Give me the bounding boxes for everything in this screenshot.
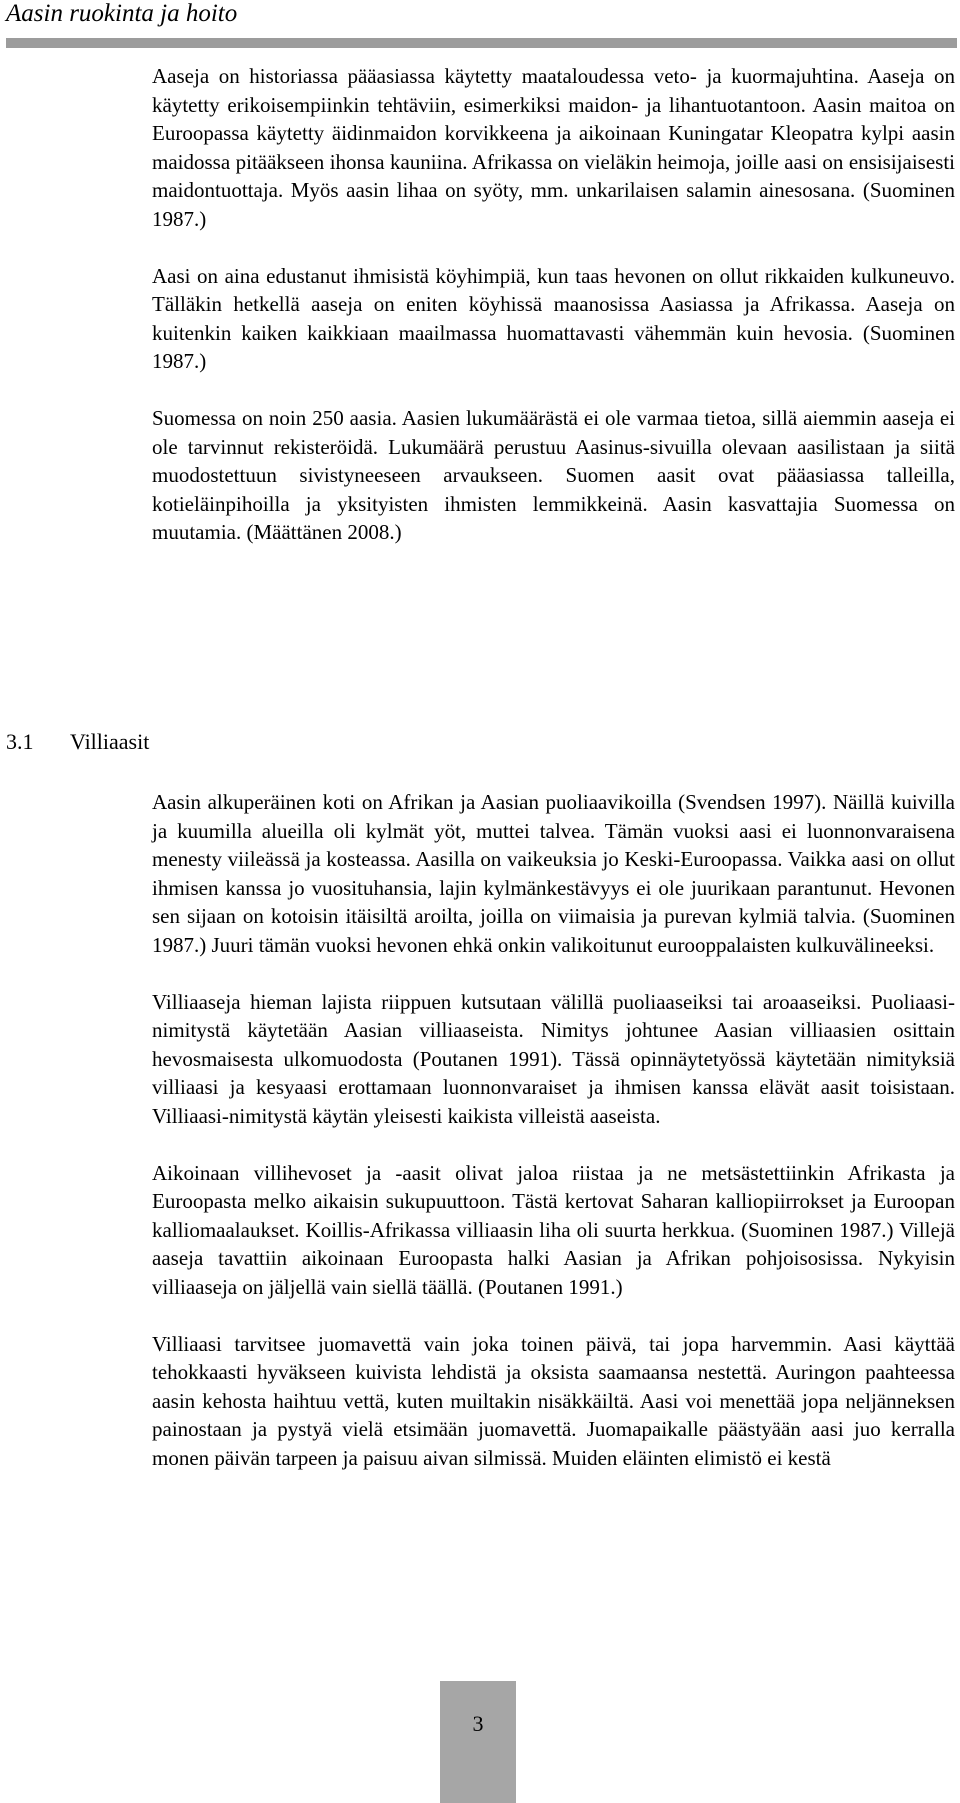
section-number: 3.1: [6, 729, 34, 754]
paragraph: Aasin alkuperäinen koti on Afrikan ja Aasian puoliaavikoilla (Svendsen 1997). Näillä kuivilla ja kuumilla alueilla oli kylmät yöt, muttei talvea. Tämän vuoksi aasi ei luonnonvaraisena menesty viileässä ja kosteassa. Aasilla on vaikeuksia jo Keski-Euroopassa. Vaikka aasi on ollut ihmisen kanssa jo vuosituhansia, lajin kylmänkestävyys ei ole juurikaan parantunut. Hevonen sen sijaan on kotoisin itäisiltä aroilta, joilla on viimaisia ja purevan kylmiä talvia. (Suominen 1987.) Juuri tämän vuoksi hevonen ehkä onkin valikoitunut eurooppalaisten kulkuvälineeksi.: [152, 790, 955, 957]
page-number-box: [440, 1681, 516, 1803]
section-title: Villiaasit: [70, 729, 150, 754]
paragraph: Aikoinaan villihevoset ja -aasit olivat jaloa riistaa ja ne metsästettiinkin Afrikasta ja Euroopasta melko aikaisin sukupuuttoon. Tästä kertovat Saharan kalliopiirrokset ja Euroopan kalliomaalaukset. Koillis-Afrikassa villiaasin liha oli suurta herkkua. (Suominen 1987.) Villejä aaseja tavattiin aikoinaan Euroopasta halki Aasian ja Afrikan pohjoisosissa. Nykyisin villiaaseja on jäljellä vain siellä täällä. (Poutanen 1991.): [152, 1160, 955, 1299]
paragraph: Aasi on aina edustanut ihmisistä köyhimpiä, kun taas hevonen on ollut rikkaiden kulkuneuvo. Tälläkin hetkellä aaseja on eniten köyhissä maanosissa Aasiassa ja Afrikassa. Aaseja on kuitenkin kaiken kaikkiaan maailmassa huomattavasti vähemmän kuin hevosia. (Suominen 1987.): [152, 263, 955, 373]
section-heading: [6, 729, 149, 755]
running-header-title: Aasin ruokinta ja hoito: [6, 0, 238, 27]
paragraph: Villiaasi tarvitsee juomavettä vain joka toinen päivä, tai jopa harvemmin. Aasi käyttää tehokkaasti hyväkseen kuivista lehdistä ja oksista saamaansa nestettä. Auringon paahteessa aasin kehosta haihtuu vettä, kuten muiltakin nisäkkäiltä. Aasi voi menettää jopa neljänneksen painostaan ja pystyä vielä etsimään juomavettä. Juomapaikalle päästyään aasi juo kerralla monen päivän tarpeen ja paisuu aivan silmissä. Muiden eläinten elimistö ei kestä: [152, 1331, 955, 1470]
intro-paragraphs: [152, 62, 955, 547]
paragraph: Aaseja on historiassa pääasiassa käytetty maataloudessa veto- ja kuormajuhtina. Aaseja on käytetty erikoisempiinkin tehtäviin, esimerkiksi maidon- ja lihantuotantoon. Aasin maitoa on Euroopassa käytetty äidinmaidon korvikkeena ja aikoinaan Kuningatar Kleopatra kylpi aasin maidossa pitääkseen ihonsa kauniina. Afrikassa on vieläkin heimoja, joille aasi on ensisijaisesti maidontuottaja. Myös aasin lihaa on syöty, mm. unkarilaisen salamin ainesosana. (Suominen 1987.): [152, 64, 955, 231]
paragraph: Villiaaseja hieman lajista riippuen kutsutaan välillä puoliaaseiksi tai aroaaseiksi. Puoliaasi-nimitystä käytetään Aasian villiaaseista. Nimitys johtunee Aasian villiaasien osittain hevosmaisesta ulkomuodosta (Poutanen 1991). Tässä opinnäytetyössä käytetään nimityksiä villiaasi ja kesyaasi erottamaan luonnonvaraiset ja ihmisen kanssa elävät aasit toisistaan. Villiaasi-nimitystä käytän yleisesti kaikista villeistä aaseista.: [152, 989, 955, 1128]
page-number: 3: [472, 1711, 484, 1736]
header-rule: [6, 38, 957, 48]
paragraph: Suomessa on noin 250 aasia. Aasien lukumäärästä ei ole varmaa tietoa, sillä aiemmin aaseja ei ole tarvinnut rekisteröidä. Lukumäärä perustuu Aasinus-sivuilla olevaan aasilistaan ja siitä muodostettuun sivistyneeseen arvaukseen. Suomen aasit ovat pääasiassa talleilla, kotieläinpihoilla ja yksityisten ihmisten lemmikkeinä. Aasin kasvattajia Suomessa on muutamia. (Määttänen 2008.): [152, 406, 955, 544]
wild-donkey-paragraphs: [152, 788, 955, 1472]
